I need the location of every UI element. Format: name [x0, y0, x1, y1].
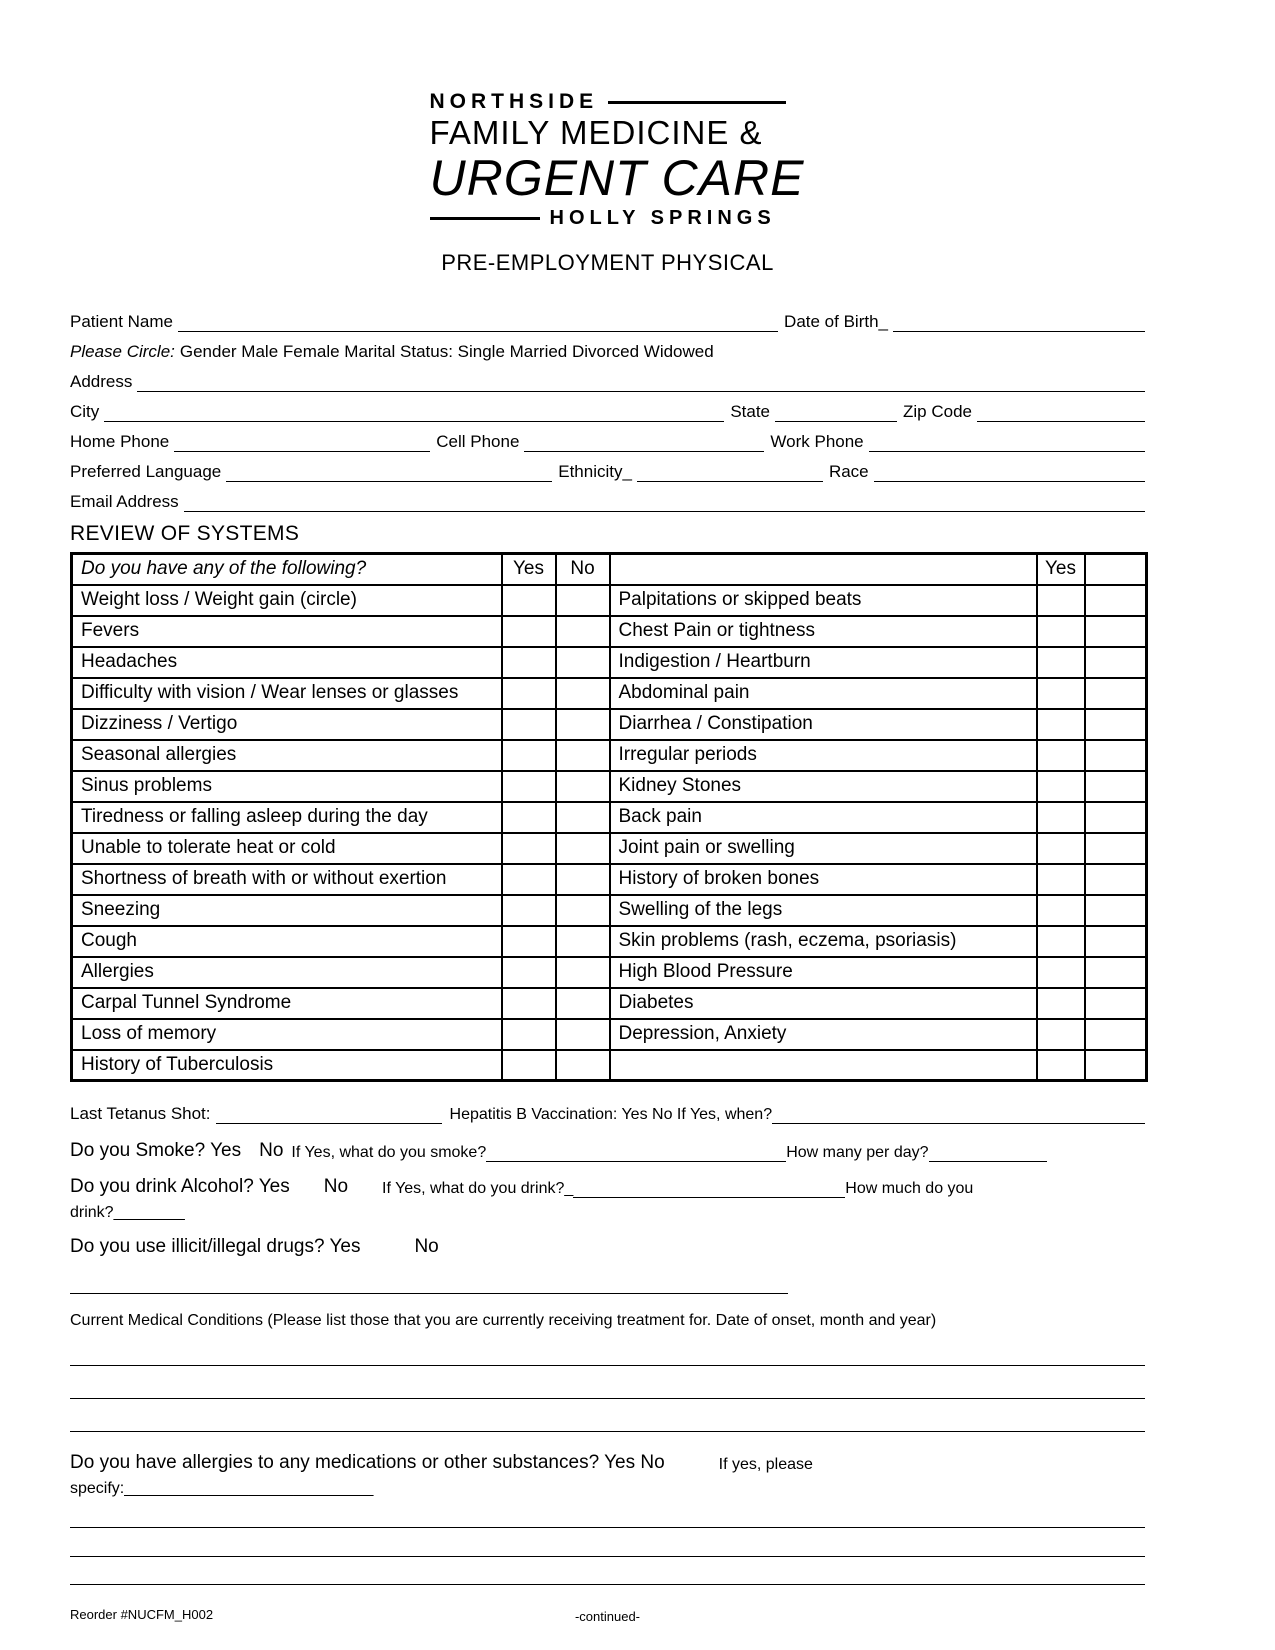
symptom-label-right: Joint pain or swelling	[610, 833, 1037, 864]
symptom-label-left: Weight loss / Weight gain (circle)	[72, 585, 502, 616]
drugs-question[interactable]: Do you use illicit/illegal drugs? Yes	[70, 1236, 361, 1257]
patient-name-field[interactable]	[178, 302, 778, 332]
yes-checkbox-cell[interactable]	[502, 647, 556, 678]
logo-rule-left	[430, 217, 540, 220]
no-checkbox-cell[interactable]	[1085, 585, 1147, 616]
page-footer	[70, 1607, 1145, 1625]
yes-checkbox-cell[interactable]	[1037, 802, 1085, 833]
ros-row	[72, 771, 1147, 802]
no-checkbox-cell[interactable]	[1085, 1050, 1147, 1081]
home-phone-label: Home Phone	[70, 432, 170, 451]
drugs-no-option[interactable]: No	[414, 1236, 439, 1257]
no-checkbox-cell[interactable]	[556, 957, 610, 988]
symptom-label-right: Diarrhea / Constipation	[610, 709, 1037, 740]
hepatitis-label[interactable]: Hepatitis B Vaccination: Yes No If Yes, when?	[449, 1106, 773, 1123]
email-row	[70, 482, 1145, 512]
ros-row	[72, 678, 1147, 709]
smoke-detail-field[interactable]	[486, 1134, 786, 1162]
symptom-label-right: Palpitations or skipped beats	[610, 585, 1037, 616]
yes-checkbox-cell[interactable]	[502, 957, 556, 988]
yes-checkbox-cell[interactable]	[502, 678, 556, 709]
no-checkbox-cell[interactable]	[556, 802, 610, 833]
symptom-label-right: Indigestion / Heartburn	[610, 647, 1037, 678]
no-checkbox-cell[interactable]	[1085, 988, 1147, 1019]
ros-header-question: Do you have any of the following?	[72, 554, 502, 585]
yes-checkbox-cell[interactable]	[502, 988, 556, 1019]
yes-checkbox-cell[interactable]	[1037, 895, 1085, 926]
logo-holly-springs-text: HOLLY SPRINGS	[549, 207, 776, 229]
no-checkbox-cell[interactable]	[1085, 802, 1147, 833]
smoke-detail-label: If Yes, what do you smoke?	[291, 1144, 487, 1161]
address-field[interactable]	[137, 362, 1145, 392]
yes-checkbox-cell[interactable]	[502, 709, 556, 740]
symptom-label-left: Carpal Tunnel Syndrome	[72, 988, 502, 1019]
no-checkbox-cell[interactable]	[556, 1050, 610, 1081]
smoke-row	[70, 1134, 1145, 1162]
symptom-label-left: Tiredness or falling asleep during the day	[72, 802, 502, 833]
logo-urgent-care: URGENT CARE	[429, 150, 805, 206]
home-phone-field[interactable]	[174, 422, 430, 452]
no-checkbox-cell[interactable]	[1085, 833, 1147, 864]
ros-header-row	[72, 554, 1147, 585]
hepatitis-when-field[interactable]	[772, 1098, 1145, 1124]
yes-checkbox-cell[interactable]	[1037, 585, 1085, 616]
ros-row	[72, 709, 1147, 740]
yes-checkbox-cell[interactable]	[1037, 771, 1085, 802]
alcohol-detail-field[interactable]	[573, 1170, 845, 1198]
work-phone-label: Work Phone	[770, 432, 864, 451]
continued-note: -continued-	[574, 1609, 641, 1624]
email-label: Email Address	[70, 492, 179, 511]
history-section	[70, 1098, 1145, 1585]
ros-row	[72, 616, 1147, 647]
no-checkbox-cell[interactable]	[1085, 864, 1147, 895]
allergy-line-1[interactable]	[70, 1498, 1145, 1528]
city-state-zip-row	[70, 392, 1145, 422]
yes-checkbox-cell[interactable]	[1037, 616, 1085, 647]
drugs-row	[70, 1230, 1145, 1258]
allergy-line-3[interactable]	[70, 1557, 1145, 1585]
logo-family-medicine: FAMILY MEDICINE &	[429, 114, 763, 151]
gender-marital-options[interactable]: Gender Male Female Marital Status: Single Married Divorced Widowed	[179, 342, 714, 361]
yes-checkbox-cell[interactable]	[502, 926, 556, 957]
symptom-label-left: Difficulty with vision / Wear lenses or glasses	[72, 678, 502, 709]
city-label: City	[70, 402, 100, 421]
no-checkbox-cell[interactable]	[556, 709, 610, 740]
preferred-language-label: Preferred Language	[70, 462, 222, 481]
smoke-count-label: How many per day?	[786, 1144, 929, 1161]
no-checkbox-cell[interactable]	[1085, 1019, 1147, 1050]
no-checkbox-cell[interactable]	[556, 1019, 610, 1050]
patient-name-row	[70, 302, 1145, 332]
ros-row	[72, 1050, 1147, 1081]
allergy-row	[70, 1446, 1145, 1474]
symptom-label-left: Sinus problems	[72, 771, 502, 802]
alcohol-amount-wrap-label[interactable]: drink?________	[70, 1204, 185, 1221]
form-title: PRE-EMPLOYMENT PHYSICAL	[441, 250, 774, 275]
ethnicity-field[interactable]	[637, 452, 823, 482]
allergy-note: If yes, please	[718, 1456, 813, 1473]
circle-prompt-label: Please Circle:	[70, 342, 175, 361]
yes-checkbox-cell[interactable]	[1037, 1019, 1085, 1050]
no-checkbox-cell[interactable]	[1085, 926, 1147, 957]
race-label: Race	[828, 462, 869, 481]
symptom-label-right: Diabetes	[610, 988, 1037, 1019]
ros-row	[72, 647, 1147, 678]
preferred-language-field[interactable]	[226, 452, 552, 482]
tetanus-hepatitis-row	[70, 1098, 1145, 1124]
no-checkbox-cell[interactable]	[556, 864, 610, 895]
symptom-label-right: Irregular periods	[610, 740, 1037, 771]
dob-field[interactable]	[893, 302, 1145, 332]
yes-checkbox-cell[interactable]	[1037, 740, 1085, 771]
symptom-label-left: History of Tuberculosis	[72, 1050, 502, 1081]
no-checkbox-cell[interactable]	[1085, 678, 1147, 709]
dob-label: Date of Birth_	[784, 312, 888, 331]
ros-header-blank	[1085, 554, 1147, 585]
no-checkbox-cell[interactable]	[556, 988, 610, 1019]
allergy-specify-row	[70, 1474, 1145, 1498]
yes-checkbox-cell[interactable]	[502, 1019, 556, 1050]
conditions-prompt: Current Medical Conditions (Please list those that you are currently receiving treatment for. Date of onset, month and year)	[70, 1312, 937, 1329]
ros-header-yes-right: Yes	[1037, 554, 1085, 585]
symptom-label-right: Kidney Stones	[610, 771, 1037, 802]
no-checkbox-cell[interactable]	[1085, 957, 1147, 988]
symptom-label-right: Abdominal pain	[610, 678, 1037, 709]
no-checkbox-cell[interactable]	[1085, 616, 1147, 647]
review-of-systems-table	[70, 552, 1148, 1082]
alcohol-wrap-row	[70, 1198, 1145, 1222]
no-checkbox-cell[interactable]	[556, 771, 610, 802]
ethnicity-label: Ethnicity_	[558, 462, 632, 481]
no-checkbox-cell[interactable]	[556, 678, 610, 709]
ros-row	[72, 895, 1147, 926]
state-label: State	[730, 402, 771, 421]
yes-checkbox-cell[interactable]	[502, 802, 556, 833]
yes-checkbox-cell[interactable]	[502, 1050, 556, 1081]
alcohol-no-option[interactable]: No	[323, 1176, 349, 1197]
language-ethnicity-race-row	[70, 452, 1145, 482]
circle-row	[70, 332, 1145, 362]
patient-name-label: Patient Name	[70, 312, 173, 331]
ros-row	[72, 864, 1147, 895]
yes-checkbox-cell[interactable]	[1037, 709, 1085, 740]
symptom-label-left: Allergies	[72, 957, 502, 988]
yes-checkbox-cell[interactable]	[502, 895, 556, 926]
no-checkbox-cell[interactable]	[1085, 895, 1147, 926]
yes-checkbox-cell[interactable]	[502, 616, 556, 647]
smoke-count-field[interactable]	[929, 1134, 1047, 1162]
drugs-detail-line[interactable]	[70, 1272, 788, 1294]
symptom-label-right: High Blood Pressure	[610, 957, 1037, 988]
symptom-label-right: Depression, Anxiety	[610, 1019, 1037, 1050]
reorder-number: Reorder #NUCFM_H002	[70, 1607, 214, 1622]
yes-checkbox-cell[interactable]	[502, 740, 556, 771]
yes-checkbox-cell[interactable]	[502, 833, 556, 864]
no-checkbox-cell[interactable]	[556, 585, 610, 616]
zip-label: Zip Code	[903, 402, 972, 421]
no-checkbox-cell[interactable]	[556, 833, 610, 864]
conditions-line-3[interactable]	[70, 1399, 1145, 1432]
yes-checkbox-cell[interactable]	[502, 864, 556, 895]
conditions-line-2[interactable]	[70, 1366, 1145, 1399]
yes-checkbox-cell[interactable]	[1037, 957, 1085, 988]
ros-header-no-left: No	[556, 554, 610, 585]
cell-phone-field[interactable]	[524, 422, 764, 452]
cell-phone-label: Cell Phone	[436, 432, 520, 451]
alcohol-amount-label: How much do you	[845, 1180, 974, 1197]
allergy-line-2[interactable]	[70, 1528, 1145, 1557]
email-field[interactable]	[184, 482, 1145, 512]
alcohol-question[interactable]: Do you drink Alcohol? Yes	[70, 1176, 290, 1197]
zip-field[interactable]	[977, 392, 1145, 422]
ros-row	[72, 802, 1147, 833]
alcohol-detail-label: If Yes, what do you drink?_	[382, 1180, 574, 1197]
symptom-label-right: History of broken bones	[610, 864, 1037, 895]
race-field[interactable]	[874, 452, 1145, 482]
conditions-line-1[interactable]	[70, 1330, 1145, 1366]
address-row	[70, 362, 1145, 392]
yes-checkbox-cell[interactable]	[1037, 1050, 1085, 1081]
symptom-label-left: Headaches	[72, 647, 502, 678]
no-checkbox-cell[interactable]	[556, 647, 610, 678]
yes-checkbox-cell[interactable]	[1037, 678, 1085, 709]
ros-row	[72, 585, 1147, 616]
ros-row	[72, 957, 1147, 988]
symptom-label-left: Cough	[72, 926, 502, 957]
address-label: Address	[70, 372, 133, 391]
conditions-prompt-row	[70, 1306, 1145, 1330]
symptom-label-right: Chest Pain or tightness	[610, 616, 1037, 647]
work-phone-field[interactable]	[869, 422, 1145, 452]
yes-checkbox-cell[interactable]	[1037, 647, 1085, 678]
yes-checkbox-cell[interactable]	[502, 771, 556, 802]
symptom-label-right: Back pain	[610, 802, 1037, 833]
tetanus-label: Last Tetanus Shot:	[70, 1104, 211, 1123]
demographics-section	[70, 302, 1145, 512]
logo-holly-springs	[430, 206, 786, 230]
no-checkbox-cell[interactable]	[1085, 771, 1147, 802]
ros-row	[72, 833, 1147, 864]
no-checkbox-cell[interactable]	[556, 616, 610, 647]
symptom-label-left: Sneezing	[72, 895, 502, 926]
symptom-label-left: Fevers	[72, 616, 502, 647]
no-checkbox-cell[interactable]	[556, 895, 610, 926]
state-field[interactable]	[775, 392, 897, 422]
symptom-label-left: Dizziness / Vertigo	[72, 709, 502, 740]
ros-header-spacer	[610, 554, 1037, 585]
smoke-no-option[interactable]: No	[259, 1140, 284, 1161]
no-checkbox-cell[interactable]	[556, 740, 610, 771]
yes-checkbox-cell[interactable]	[1037, 833, 1085, 864]
logo-northside	[430, 90, 786, 114]
symptom-label-right: Swelling of the legs	[610, 895, 1037, 926]
yes-checkbox-cell[interactable]	[502, 585, 556, 616]
smoke-question[interactable]: Do you Smoke? Yes	[70, 1140, 242, 1161]
tetanus-field[interactable]	[216, 1098, 442, 1124]
yes-checkbox-cell[interactable]	[1037, 864, 1085, 895]
clinic-logo	[429, 90, 805, 230]
logo-rule-right	[608, 101, 785, 104]
symptom-label-left: Loss of memory	[72, 1019, 502, 1050]
allergy-specify-label[interactable]: specify:____________________________	[70, 1480, 374, 1497]
symptom-label-right: Skin problems (rash, eczema, psoriasis)	[610, 926, 1037, 957]
phones-row	[70, 422, 1145, 452]
yes-checkbox-cell[interactable]	[1037, 988, 1085, 1019]
review-of-systems-heading: REVIEW OF SYSTEMS	[70, 522, 300, 545]
no-checkbox-cell[interactable]	[556, 926, 610, 957]
logo-northside-text: NORTHSIDE	[429, 90, 599, 113]
no-checkbox-cell[interactable]	[1085, 709, 1147, 740]
ros-header-yes-left: Yes	[502, 554, 556, 585]
ros-row	[72, 988, 1147, 1019]
symptom-label-right	[610, 1050, 1037, 1081]
symptom-label-left: Shortness of breath with or without exertion	[72, 864, 502, 895]
symptom-label-left: Unable to tolerate heat or cold	[72, 833, 502, 864]
yes-checkbox-cell[interactable]	[1037, 926, 1085, 957]
ros-row	[72, 926, 1147, 957]
symptom-label-left: Seasonal allergies	[72, 740, 502, 771]
alcohol-row	[70, 1170, 1145, 1198]
ros-row	[72, 740, 1147, 771]
ros-row	[72, 1019, 1147, 1050]
no-checkbox-cell[interactable]	[1085, 647, 1147, 678]
no-checkbox-cell[interactable]	[1085, 740, 1147, 771]
city-field[interactable]	[104, 392, 724, 422]
allergy-question[interactable]: Do you have allergies to any medications or other substances? Yes No	[70, 1452, 665, 1473]
